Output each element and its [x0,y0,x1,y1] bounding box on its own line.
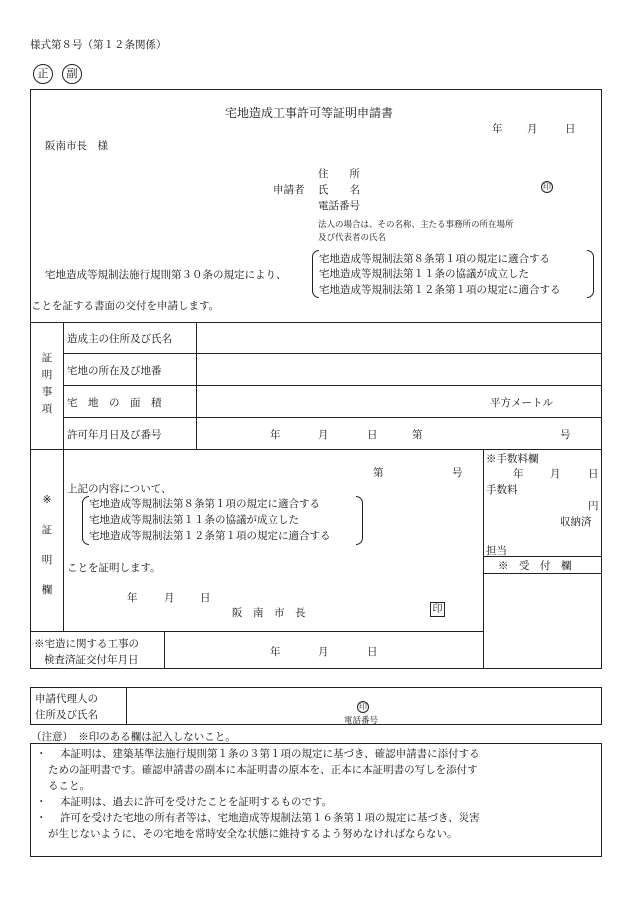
divider [30,449,602,450]
divider [63,353,602,354]
remark-bullet-2: ・ [36,796,47,808]
divider [63,385,602,386]
permit-date-number-label: 許可年月日及び番号 [67,429,162,441]
mayor-seal-mark: 印 [430,602,445,617]
permit-dai: 第 [412,429,423,441]
cert-options-bracket-left [82,496,89,545]
inspection-year: 年 [270,646,281,658]
inspection-label-line-1: ※宅造に関する工事の [34,638,139,650]
form-title: 宅地造成工事許可等証明申請書 [225,106,394,120]
receipt-title: ※ 受 付 欄 [498,560,572,572]
remark-1-line-2: ための証明書です。確認申請書の副本に本証明書の原本を、正本に本証明書の写しを添付す [48,764,478,776]
divider [30,631,483,632]
agent-phone-label: 電話番号 [344,716,379,726]
divider [126,687,127,725]
remark-bullet-1: ・ [36,748,47,760]
certificate-go: 号 [452,467,463,479]
divider [483,556,602,557]
agent-seal-mark: 印 [359,702,367,711]
remark-bullet-3: ・ [36,812,47,824]
cert-option-article-11: 宅地造成等規制法第１１条の協議が成立した [89,514,299,526]
mayor-signer: 阪 南 市 長 [232,607,306,619]
application-form-frame [30,89,602,669]
fee-month: 月 [550,468,561,480]
remark-2: 本証明は、過去に許可を受けたことを証明するものです。 [60,796,333,808]
fee-day: 日 [588,468,599,480]
remark-3-line-2: が生じないように、その宅地を常時安全な状態に維持するよう努めなければならない。 [48,828,458,840]
certificate-month: 月 [164,592,175,604]
inspection-day: 日 [367,646,378,658]
applicant-label: 申請者 [273,184,305,196]
cert-option-article-8: 宅地造成等規制法第８条第１項の規定に適合する [89,498,320,510]
agent-box [30,687,602,725]
applicant-address-label: 住 所 [318,168,360,180]
corporation-note-line-2: 及び代表者の氏名 [318,233,387,243]
application-date-year: 年 [492,123,503,135]
addressee: 阪南市長 様 [45,140,108,152]
certificate-closing: ことを証明します。 [67,562,161,574]
corporation-note-line-1: 法人の場合は、その名称、主たる事務所の所在場所 [318,220,514,230]
permit-year: 年 [270,429,281,441]
fee-title: ※手数料欄 [486,453,539,465]
option-article-8: 宅地造成等規制法第８条第１項の規定に適合する [319,253,550,265]
divider [63,417,602,418]
agent-label-line-2: 住所及び氏名 [35,709,98,721]
cert-options-bracket-right [356,496,363,545]
certificate-day: 日 [200,592,211,604]
divider [483,449,484,669]
fee-staff-label: 担当 [486,545,507,557]
fee-yen: 円 [588,500,599,512]
lot-area-label: 宅 地 の 面 積 [67,397,162,409]
option-article-11: 宅地造成等規制法第１１条の協議が成立した [319,268,529,280]
applicant-phone-label: 電話番号 [318,200,360,212]
fee-label: 手数料 [486,484,518,496]
certificate-dai: 第 [373,467,384,479]
remark-1-line-3: ること。 [48,780,90,792]
fee-year: 年 [513,468,524,480]
lot-location-label: 宅地の所在及び地番 [67,365,162,377]
application-date-month: 月 [527,123,538,135]
options-bracket-left [312,250,319,298]
cert-option-article-12: 宅地造成等規制法第１２条第１項の規定に適合する [89,530,331,542]
regulation-lead-text: 宅地造成等規制法施行規則第３０条の規定により、 [45,269,287,281]
permit-month: 月 [318,429,329,441]
certificate-year: 年 [127,592,138,604]
permit-day: 日 [367,429,378,441]
divider [30,322,602,323]
certificate-intro: 上記の内容について、 [67,483,172,495]
option-article-12: 宅地造成等規制法第１２条第１項の規定に適合する [319,284,561,296]
certificate-section-label: ※ 証 明 欄 [41,494,53,596]
matters-section-label: 証 明 事 項 [41,352,53,415]
divider [63,322,64,631]
original-mark: 正 [33,64,53,84]
inspection-label-line-2: 検査済証交付年月日 [44,654,139,666]
divider [196,322,197,449]
remark-1-line-1: 本証明は、建築基準法施行規則第１条の３第１項の規定に基づき、確認申請書に添付する [60,748,480,760]
divider [164,631,165,669]
developer-label: 造成主の住所及び氏名 [67,333,172,345]
remark-3-line-1: 許可を受けた宅地の所有者等は、宅地造成等規制法第１６条第１項の規定に基づき、災害 [60,812,480,824]
request-closing-text: ことを証する書面の交付を申請します。 [31,300,220,312]
options-bracket-right [587,250,594,298]
application-date-day: 日 [565,123,576,135]
applicant-name-label: 氏 名 [318,184,360,196]
fee-paid-stamp: 収納済 [560,516,592,528]
note-text: （注意） ※印のある欄は記入しないこと。 [31,731,236,743]
agent-label-line-1: 申請代理人の [35,693,98,705]
form-number: 様式第８号（第１２条関係） [30,39,167,51]
duplicate-mark: 副 [62,64,82,84]
applicant-seal-mark: 印 [543,182,551,191]
divider [483,573,602,574]
permit-go: 号 [560,429,571,441]
inspection-month: 月 [318,646,329,658]
area-unit: 平方メートル [490,397,553,409]
